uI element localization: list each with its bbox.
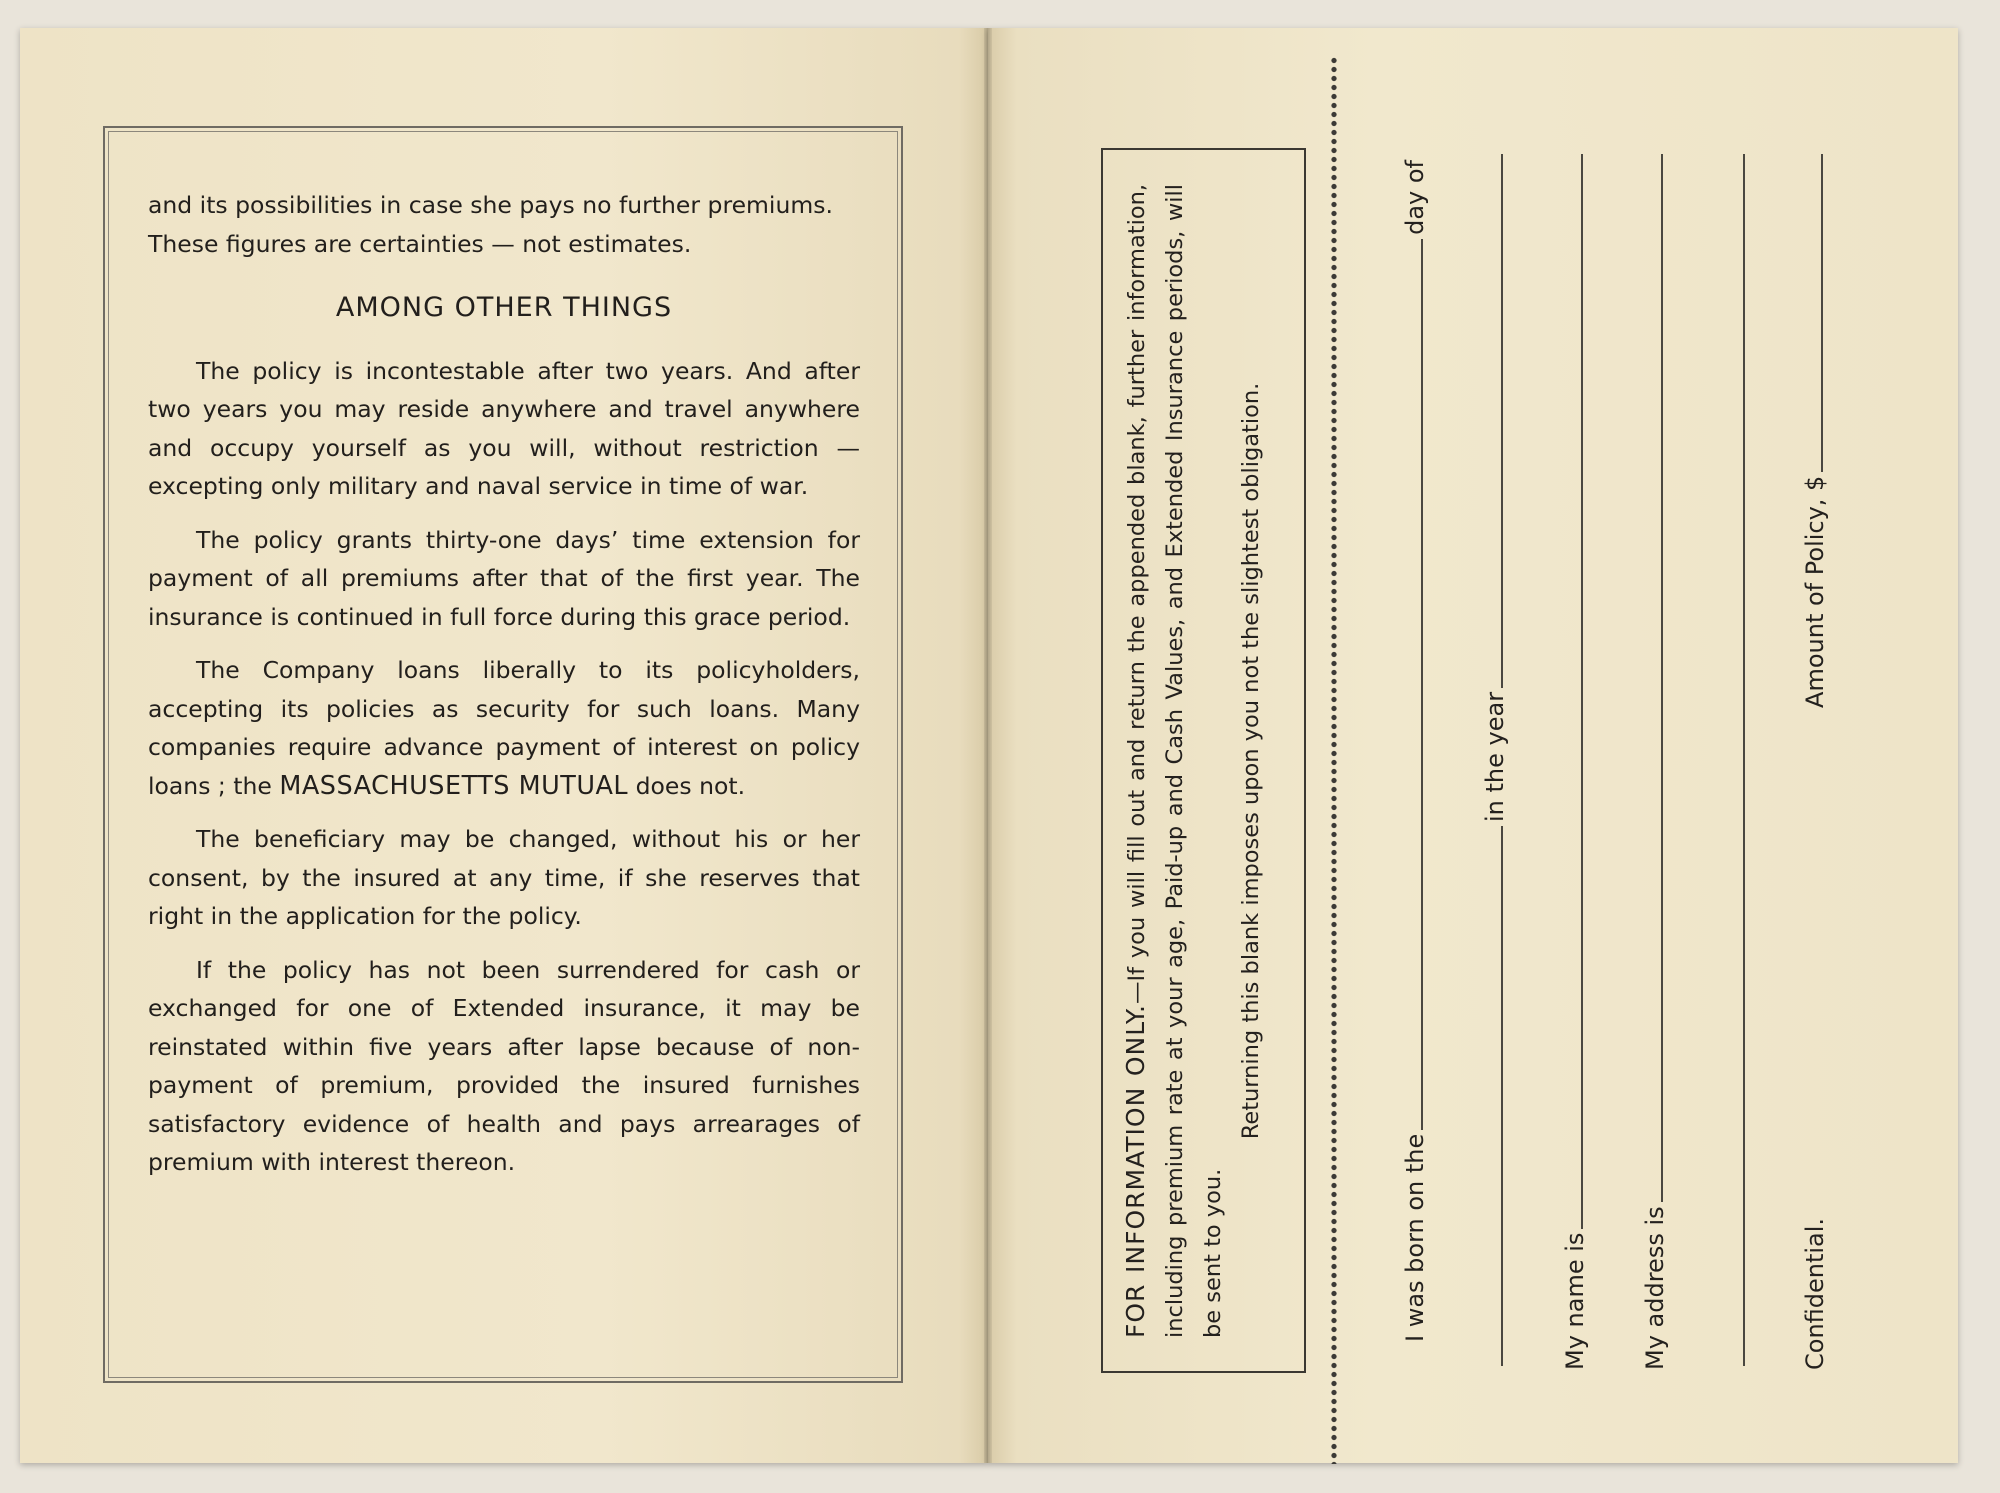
address-continued-field[interactable] xyxy=(1719,154,1745,1366)
booklet-gutter xyxy=(984,28,992,1463)
perforation-line xyxy=(1329,56,1339,1464)
loans-text-b: does not. xyxy=(635,771,746,800)
information-box xyxy=(1101,148,1306,1373)
birth-year-row xyxy=(1477,150,1509,1370)
day-of-label: day of xyxy=(1401,160,1429,235)
reply-form xyxy=(1385,150,1925,1370)
information-lead: FOR INFORMATION ONLY. xyxy=(1120,1003,1150,1338)
loans-paragraph xyxy=(148,651,860,805)
name-field[interactable] xyxy=(1557,154,1583,1229)
address-field[interactable] xyxy=(1637,154,1663,1202)
loans-text-a: The Company loans liberally to its policyholders, accepting its policies as security for such loans. Many companies require advance payment of interest on policy loans ; the xyxy=(148,656,860,800)
born-label: I was born on the xyxy=(1401,1133,1429,1342)
birth-day-field[interactable] xyxy=(1397,239,1423,1130)
name-row xyxy=(1557,150,1589,1370)
address-label: My address is xyxy=(1641,1206,1669,1370)
address-continued-row xyxy=(1719,150,1751,1370)
intro-paragraph xyxy=(148,186,860,263)
reinstatement-paragraph: If the policy has not been surrendered for cash or exchanged for one of Extended insurance, it may be reinstated within five years after lapse because of non-payment of premium, provided the insured furnishes satisfactory evidence of health and pays arrearages of premium with interest thereon. xyxy=(148,955,860,1176)
year-label: in the year xyxy=(1481,691,1509,822)
beneficiary-paragraph: The beneficiary may be changed, without his or her consent, by the insured at any time, if she reserves that right in the application for the policy. xyxy=(148,825,860,930)
name-label: My name is xyxy=(1561,1232,1589,1370)
reply-form-content xyxy=(1385,150,1925,1370)
birth-day-row xyxy=(1397,150,1429,1370)
birth-month-field[interactable] xyxy=(1477,826,1503,1366)
confidential-label: Confidential. xyxy=(1801,1217,1829,1370)
address-row xyxy=(1637,150,1669,1370)
left-page-text xyxy=(148,186,860,1197)
section-heading: AMONG OTHER THINGS xyxy=(335,292,673,323)
information-text xyxy=(1109,166,1299,1356)
information-body: —If you will fill out and return the appended blank, further information, including premium rate at your age, Paid-up and Cash Values, and Extended Insurance periods, will be sent to you. xyxy=(1123,183,1226,1338)
birth-year-field[interactable] xyxy=(1477,154,1503,688)
amount-row xyxy=(1797,150,1829,1370)
company-name: MASSACHUSETTS MUTUAL xyxy=(279,770,629,801)
amount-field[interactable] xyxy=(1797,154,1823,472)
amount-label: Amount of Policy, $ xyxy=(1801,475,1829,708)
intro-line-2: These figures are certainties — not estimates. xyxy=(148,229,692,258)
intro-line-1: and its possibilities in case she pays no further premiums. xyxy=(148,191,833,219)
grace-period-paragraph: The policy grants thirty-one days’ time extension for payment of all premiums after that of the first year. The insurance is continued in full force during this grace period. xyxy=(148,525,860,631)
incontestable-paragraph: The policy is incontestable after two years. And after two years you may reside anywhere and travel anywhere and occupy yourself as you will, without restriction — excepting only military and naval service in time of war. xyxy=(148,356,860,500)
information-obligation-line: Returning this blank imposes upon you not the slightest obligation. xyxy=(1237,382,1264,1139)
